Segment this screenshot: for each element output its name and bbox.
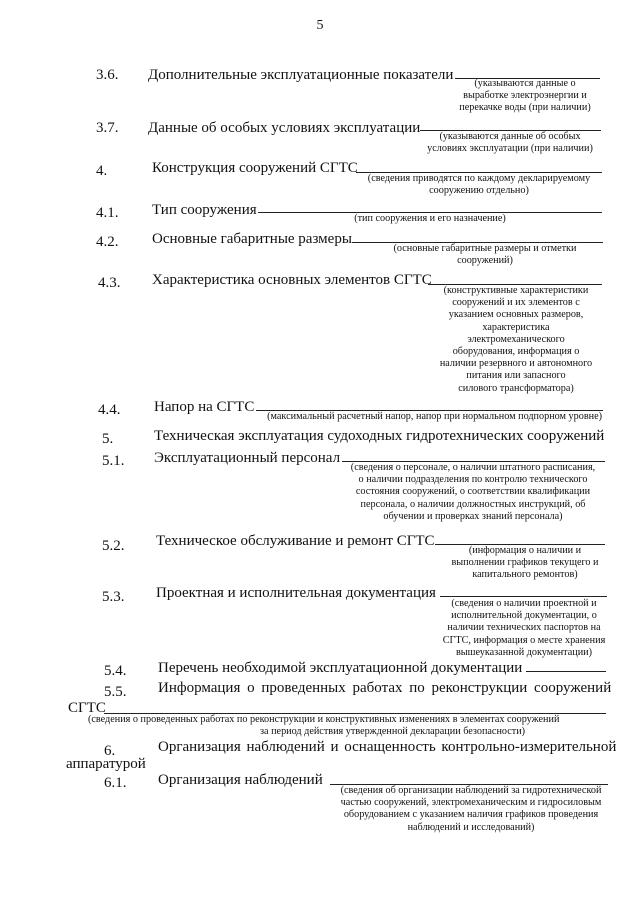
item-hint: (сведения о наличии проектной и исполнительной документации, о наличии технических паспортов на СГТС, информация о месте хранения вышеуказанной документации) [442, 598, 606, 658]
item-hint: (конструктивные характеристики сооружений и их элементов с указанием основных размеров, характеристика электромеханического оборудования, информация о наличии резервного и автономного питания или запасного силового трансформатора) [439, 285, 593, 394]
item-hint: (максимальный расчетный напор, напор при нормальном подпорном уровне) [267, 411, 602, 422]
item-label: Информация о проведенных работах по реконструкции сооружений [158, 680, 612, 696]
item-number: 5. [102, 431, 114, 447]
item-label: Основные габаритные размеры [152, 231, 352, 247]
item-label: Характеристика основных элементов СГТС [152, 272, 432, 288]
item-number: 3.7. [96, 120, 119, 136]
item-label: Организация наблюдений и оснащенность контрольно-измерительной [158, 739, 617, 755]
item-hint: (тип сооружения и его назначение) [354, 213, 506, 224]
item-number: 3.6. [96, 67, 119, 83]
item-label: Конструкция сооружений СГТС [152, 160, 358, 176]
item-label: Дополнительные эксплуатационные показатели [148, 67, 454, 83]
item-label-continuation: аппаратурой [66, 756, 146, 772]
item-label: Данные об особых условиях эксплуатации [148, 120, 421, 136]
page-number: 5 [316, 18, 324, 33]
item-hint: (сведения о персонале, о наличии штатного расписания, о наличии подразделения по контролю технического состояния сооружений, о соответствии квалификации персонала, о наличии должностных инструкций, об обучении и проверках знаний персонала) [350, 462, 596, 522]
item-label: Напор на СГТС [154, 399, 255, 415]
fill-line [440, 596, 607, 597]
item-number: 4.2. [96, 234, 119, 250]
item-number: 5.1. [102, 453, 125, 469]
item-number: 5.5. [104, 684, 127, 700]
item-label: Проектная и исполнительная документация [156, 585, 436, 601]
item-number: 4. [96, 163, 108, 179]
item-number: 5.4. [104, 663, 127, 679]
item-label: Эксплуатационный персонал [154, 450, 341, 466]
item-number: 6. [104, 743, 116, 759]
item-number: 5.3. [102, 589, 125, 605]
item-hint: (указываются данные об особых условиях эксплуатации (при наличии) [427, 131, 593, 155]
item-hint: (информация о наличии и выполнении графиков текущего и капитального ремонтов) [451, 545, 599, 581]
item-label: Техническая эксплуатация судоходных гидротехнических сооружений [154, 428, 605, 444]
item-hint: (указываются данные о выработке электроэнергии и перекачке воды (при наличии) [459, 78, 591, 114]
item-number: 5.2. [102, 538, 125, 554]
item-hint: (сведения приводятся по каждому декларируемому сооружению отдельно) [367, 173, 591, 197]
item-label: Тип сооружения [152, 202, 257, 218]
item-hint: (основные габаритные размеры и отметки сооружений) [393, 243, 577, 267]
fill-line [526, 671, 606, 672]
item-number: 4.4. [98, 402, 121, 418]
item-number: 4.3. [98, 275, 121, 291]
item-hint: (сведения о проведенных работах по реконструкции и конструктивных изменениях в элементах сооружений за период действия утвержденной декларации безопасности) [88, 714, 560, 738]
item-hint: (сведения об организации наблюдений за гидротехнической частью сооружений, электромеханическим и гидросиловым оборудованием с указанием наличия графиков проведения наблюдений и исследований) [340, 785, 602, 833]
item-label-continuation: СГТС [68, 700, 106, 716]
item-label: Организация наблюдений [158, 772, 323, 788]
item-number: 4.1. [96, 205, 119, 221]
item-label: Техническое обслуживание и ремонт СГТС [156, 533, 435, 549]
item-label: Перечень необходимой эксплуатационной документации [158, 660, 523, 676]
item-number: 6.1. [104, 775, 127, 791]
